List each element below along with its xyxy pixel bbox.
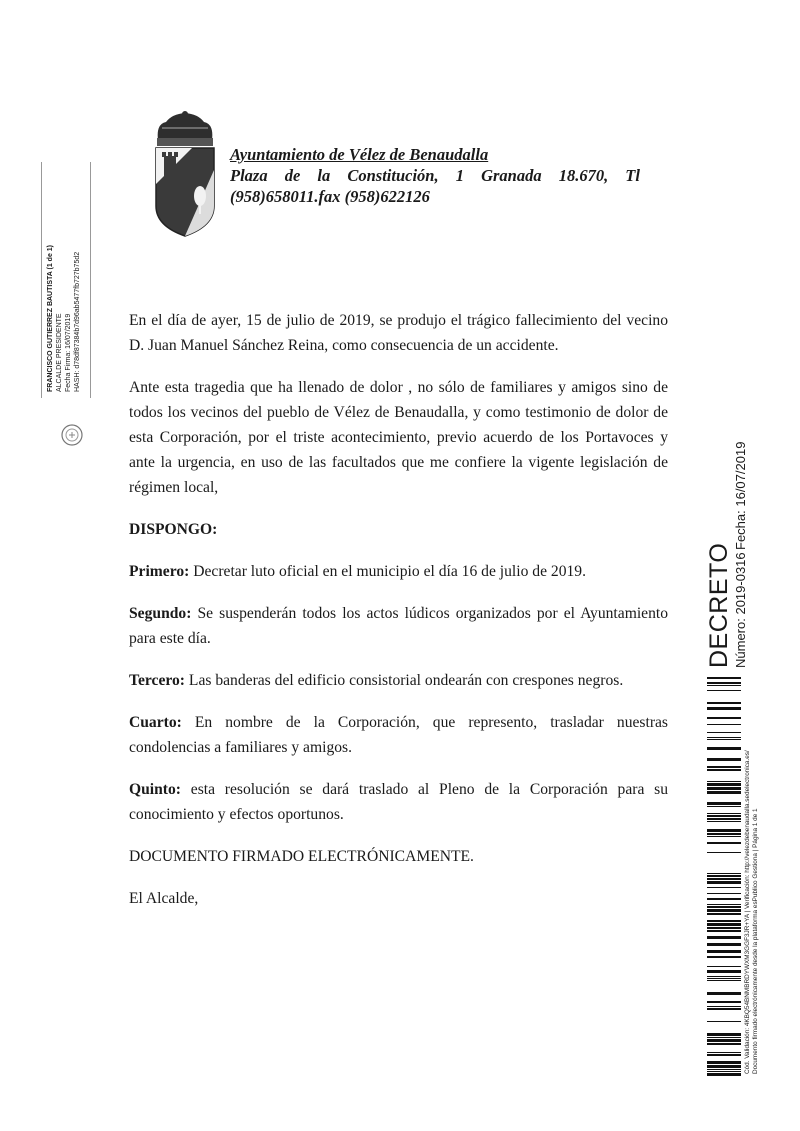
closing-signature: El Alcalde, [129,890,199,907]
paragraph-context: Ante esta tragedia que ha llenado de dolor , no sólo de familiares y amigos sino de todos los vecinos del pueblo de Vélez de Benaudalla, y como testimonio de dolor de esta Corporación, por el triste acontecimiento, previo acuerdo de los Portavoces y ante la urgencia, en uso de las facultados que me confiere la vigente legislación de régimen local, [129,379,668,496]
municipal-crest-logo [152,110,218,242]
decree-number: Número: 2019-0316 [733,552,748,668]
item-cuarto: Cuarto: En nombre de la Corporación, que represento, trasladar nuestras condolencias a familiares y amigos. [129,714,668,756]
signer-role: ALCALDE PRESIDENTE [56,313,63,392]
signed-note: DOCUMENTO FIRMADO ELECTRÓNICAMENTE. [129,848,474,865]
item-segundo: Segundo: Se suspenderán todos los actos lúdicos organizados por el Ayuntamiento para este día. [129,605,669,647]
letterhead [230,144,640,207]
validation-barcode [707,677,741,1080]
address-line: Plaza de la Constitución, 1 Granada 18.670, Tl [230,166,640,185]
decree-title: DECRETO [705,542,733,668]
signature-date: Fecha Firma: 16/07/2019 [65,313,72,392]
dispongo-heading: DISPONGO: [129,521,218,538]
decree-date: Fecha: 16/07/2019 [733,441,748,550]
signature-stamp-box [41,162,91,398]
signer-name: FRANCISCO GUTIERREZ BAUTISTA (1 de 1) [47,244,54,392]
platform-line: Documento firmado electrónicamente desde la plataforma esPublico Gestiona | Página 1 de 1 [752,808,759,1074]
validation-footer [744,674,760,1074]
item-tercero: Tercero: Las banderas del edificio consistorial ondearán con crespones negros. [129,672,624,689]
validation-code-line: Cód. Validación: 4KBQ54BNMBRDYWXM3GGF3JR+YA | Verificación: http://velezdebenaudalla.sedelectronica.es/ [744,750,751,1074]
document-body [129,308,668,928]
signature-hash: HASH: d78df87384b7d96ab5477fb727b75d2 [74,251,81,392]
organization-name: Ayuntamiento de Vélez de Benaudalla [230,145,489,164]
signature-stamp [27,158,91,398]
electronic-seal-icon [60,423,84,447]
contact-line: (958)658011.fax (958)622126 [230,187,430,206]
paragraph-intro: En el día de ayer, 15 de julio de 2019, se produjo el trágico fallecimiento del vecino D. Juan Manuel Sánchez Reina, como consecuencia de un accidente. [129,312,668,354]
item-primero: Primero: Decretar luto oficial en el municipio el día 16 de julio de 2019. [129,563,586,580]
decree-stamp [705,441,748,668]
item-quinto: Quinto: esta resolución se dará traslado al Pleno de la Corporación para su conocimiento y efectos oportunos. [129,781,669,823]
